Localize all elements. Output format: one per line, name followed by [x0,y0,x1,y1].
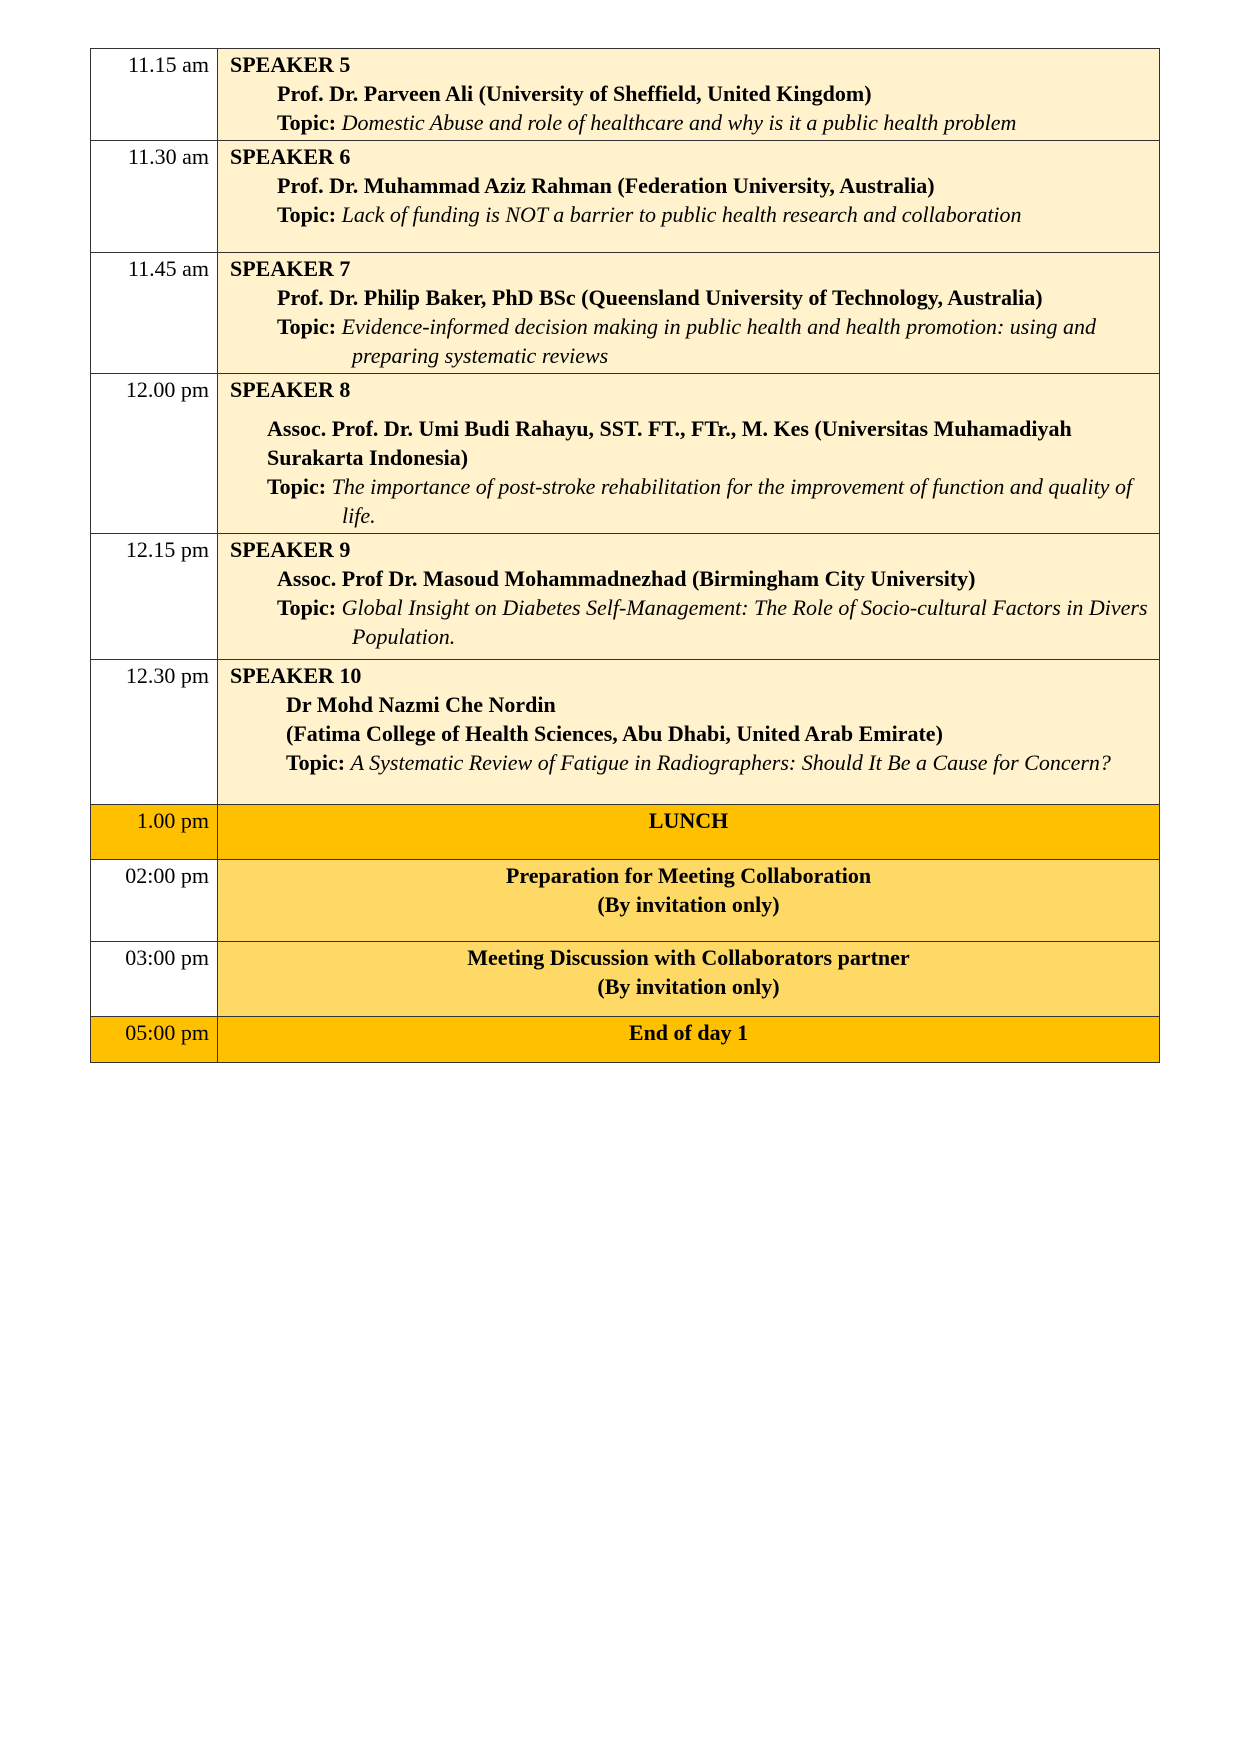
topic-text: Lack of funding is NOT a barrier to public health research and collaboration [341,202,1022,227]
event-title: Preparation for Meeting Collaboration [505,863,872,888]
session-details [218,660,1160,805]
topic-line [230,593,1157,651]
speaker-heading: SPEAKER 6 [230,144,351,169]
speaker-name: Assoc. Prof. Dr. Umi Budi Rahayu, SST. FT., FTr., M. Kes (Universitas Muhamadiyah Surakarta Indonesia) [267,416,1072,470]
topic-text: Evidence-informed decision making in public health and health promotion: using and preparing systematic reviews [341,314,1096,368]
session-row-speaker-7 [91,253,1160,374]
session-details [218,141,1160,253]
topic-line [230,472,1157,530]
speaker-heading: SPEAKER 8 [230,377,351,402]
event-note: (By invitation only) [597,892,780,917]
speaker-heading: SPEAKER 7 [230,256,351,281]
topic-label: Topic: [277,110,337,135]
session-time: 11.45 am [91,253,218,374]
session-row-speaker-10 [91,660,1160,805]
event-row-lunch [91,805,1160,860]
session-details [218,534,1160,660]
topic-text: Domestic Abuse and role of healthcare and why is it a public health problem [341,110,1017,135]
event-title: End of day 1 [218,1017,1160,1063]
speaker-name: Prof. Dr. Muhammad Aziz Rahman (Federation University, Australia) [277,173,935,198]
speaker-name: Assoc. Prof Dr. Masoud Mohammadnezhad (Birmingham City University) [277,566,976,591]
session-time: 12.15 pm [91,534,218,660]
topic-label: Topic: [277,595,337,620]
event-details [218,942,1160,1017]
speaker-name: Prof. Dr. Parveen Ali (University of Sheffield, United Kingdom) [277,81,872,106]
event-note: (By invitation only) [597,974,780,999]
session-details [218,253,1160,374]
event-time: 02:00 pm [91,860,218,942]
event-title: Meeting Discussion with Collaborators partner [467,945,910,970]
topic-label: Topic: [277,314,337,339]
agenda-table [90,48,1160,1063]
session-time: 11.15 am [91,49,218,141]
topic-label: Topic: [267,474,327,499]
session-details [218,374,1160,534]
event-title: LUNCH [218,805,1160,860]
event-details [218,860,1160,942]
topic-label: Topic: [286,750,346,775]
speaker-heading: SPEAKER 5 [230,52,351,77]
event-row-preparation [91,860,1160,942]
session-row-speaker-9 [91,534,1160,660]
session-row-speaker-5 [91,49,1160,141]
session-details [218,49,1160,141]
session-time: 12.30 pm [91,660,218,805]
session-time: 11.30 am [91,141,218,253]
topic-text: Global Insight on Diabetes Self-Management: The Role of Socio-cultural Factors in Divers Population. [341,595,1148,649]
topic-label: Topic: [277,202,337,227]
event-time: 03:00 pm [91,942,218,1017]
session-row-speaker-6 [91,141,1160,253]
event-row-end-of-day [91,1017,1160,1063]
session-time: 12.00 pm [91,374,218,534]
speaker-name: Dr Mohd Nazmi Che Nordin [286,692,556,717]
speaker-name: Prof. Dr. Philip Baker, PhD BSc (Queensland University of Technology, Australia) [277,285,1043,310]
event-time: 1.00 pm [91,805,218,860]
speaker-affiliation: (Fatima College of Health Sciences, Abu Dhabi, United Arab Emirate) [286,721,943,746]
topic-line [230,200,1157,229]
speaker-heading: SPEAKER 10 [230,663,362,688]
topic-line [230,748,1157,777]
event-row-meeting-discussion [91,942,1160,1017]
event-time: 05:00 pm [91,1017,218,1063]
speaker-heading: SPEAKER 9 [230,537,351,562]
topic-line [230,108,1157,137]
topic-line [230,312,1157,370]
session-row-speaker-8 [91,374,1160,534]
topic-text: The importance of post-stroke rehabilitation for the improvement of function and quality of life. [331,474,1133,528]
topic-text: A Systematic Review of Fatigue in Radiographers: Should It Be a Cause for Concern? [350,750,1111,775]
